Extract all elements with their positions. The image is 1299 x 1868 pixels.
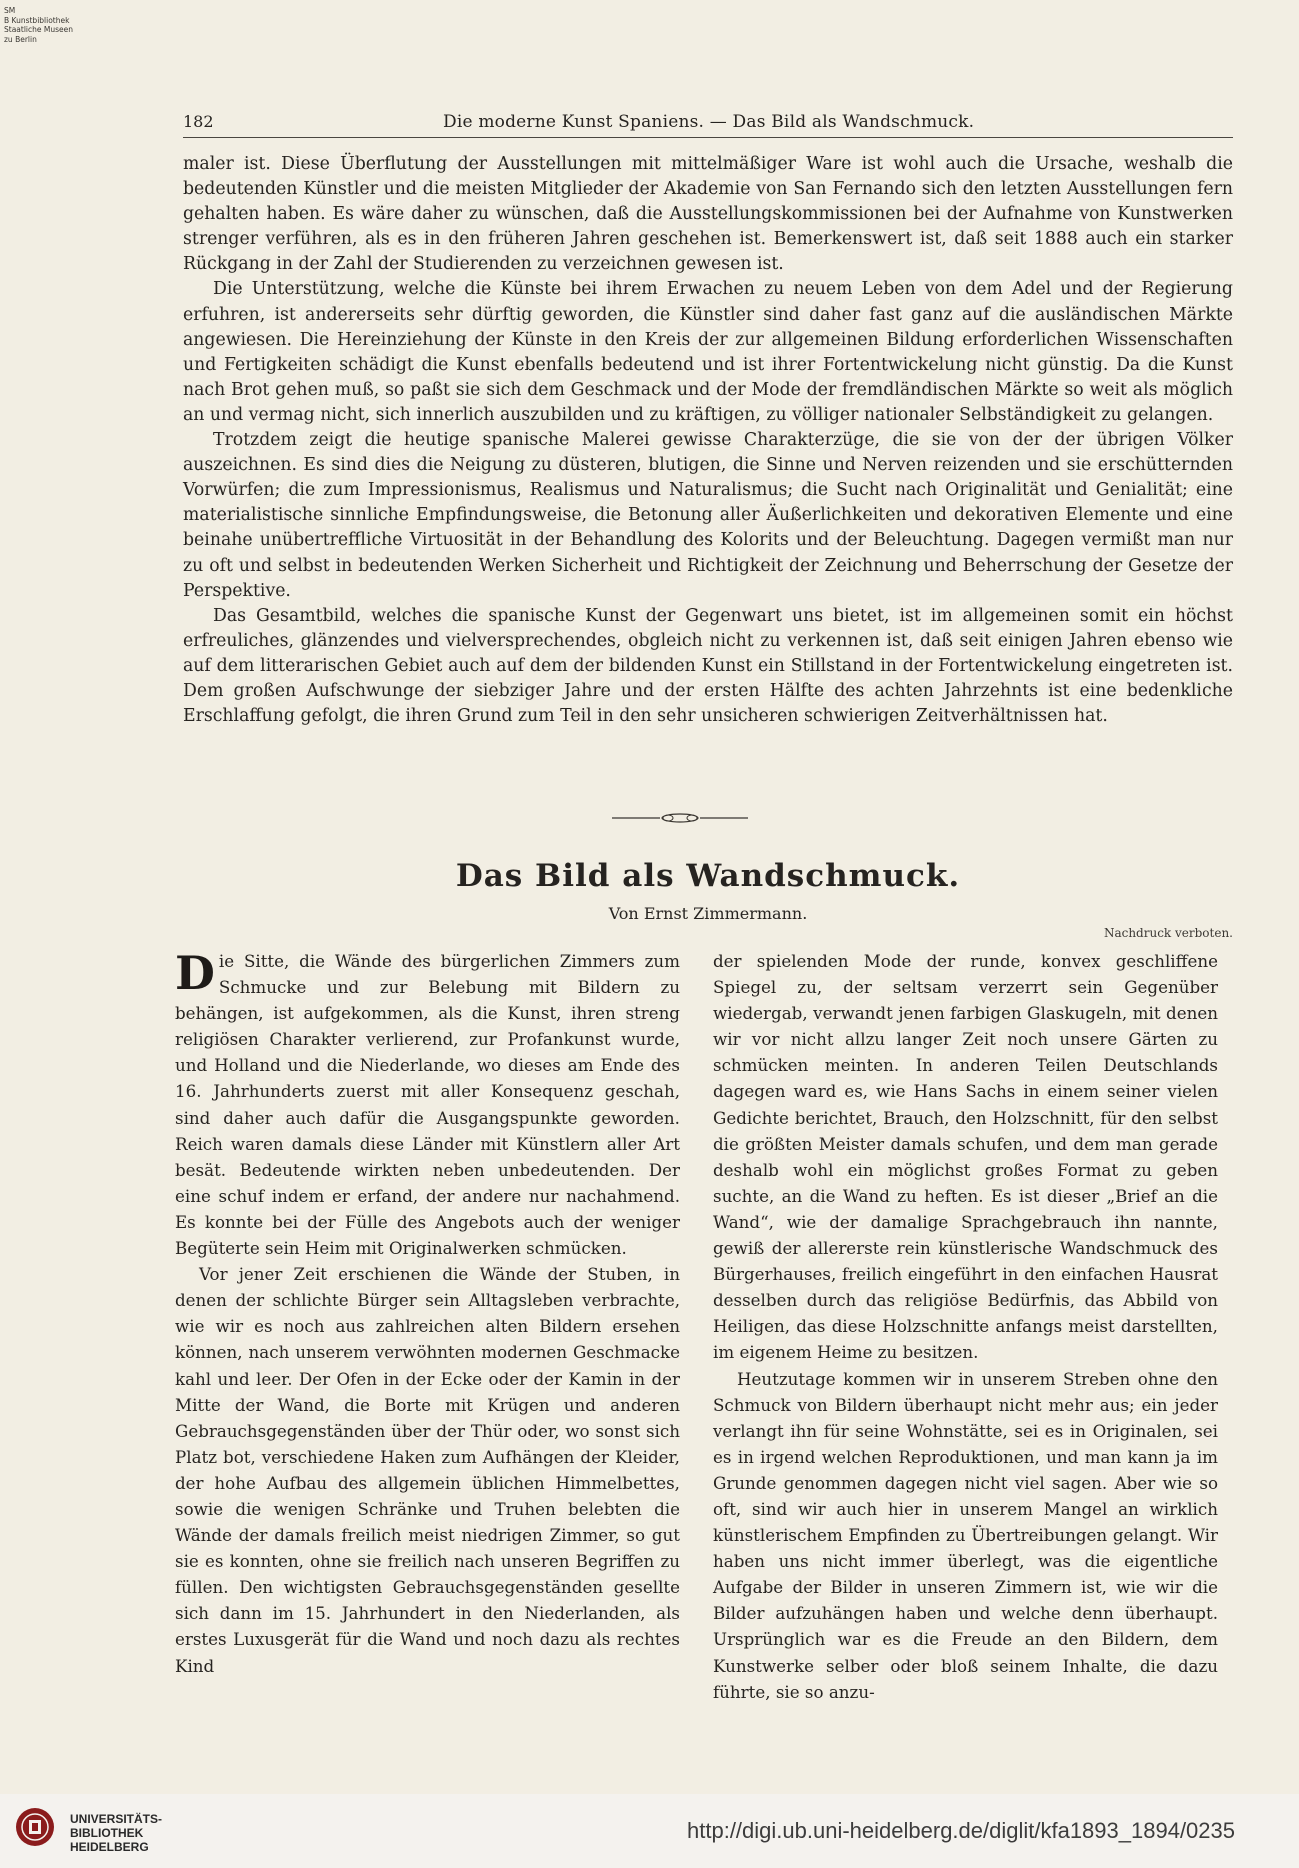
paragraph [175,948,680,1261]
library-name-line: HEIDELBERG [70,1840,149,1854]
article-title: Das Bild als Wandschmuck. [455,858,961,894]
reprint-notice: Nachdruck verboten. [1103,926,1233,940]
page-header [183,112,1233,140]
paragraph-text: ie Sitte, die Wände des bürgerlichen Zimmers zum Schmucke und zur Belebung mit Bildern zu behängen, ist aufgekommen, als die Kunst, ihren streng religiösen Charakter verlierend, zur Profankunst wurde, und Holland und die Niederlande, wo dieses am Ende des 16. Jahrhunderts zuerst mit aller Konsequenz geschah, sind daher auch dafür die Ausgangspunkte geworden. Reich waren damals diese Länder mit Künstlern aller Art besät. Bedeutende wirkten neben unbedeutenden. Der eine schuf indem er erfand, der andere nur nachahmend. Es konnte bei der Fülle des Angebots auch der weniger Begüterte sein Heim mit Originalwerken schmücken. [175,951,680,1259]
article-byline: Von Ernst Zimmermann. [608,904,808,923]
paragraph: maler ist. Diese Überflutung der Ausstellungen mit mittelmäßiger Ware ist wohl auch die Ursache, weshalb die bedeutenden Künstler und die meisten Mitglieder der Akademie von San Fernando sich den letzten Ausstellungen fern gehalten haben. Es wäre daher zu wünschen, daß die Ausstellungskommissionen bei der Aufnahme von Kunstwerken strenger verführen, als es in den früheren Jahren geschehen ist. Bemerkenswert ist, daß seit 1888 auch ein starker Rückgang in der Zahl der Studierenden zu verzeichnen gewesen ist. [183,154,1233,275]
paragraph: Die Unterstützung, welche die Künste bei ihrem Erwachen zu neuem Leben von dem Adel und der Regierung erfuhren, ist andererseits sehr dürftig geworden, die Künstler sind daher fast ganz auf die ausländischen Märkte angewiesen. Die Hereinziehung der Künste in den Kreis der zur allgemeinen Bildung erforderlichen Wissenschaften und Fertigkeiten schädigt die Kunst ebenfalls bedeutend und ist ihrer Fortentwickelung nicht günstig. Da die Kunst nach Brot gehen muß, so paßt sie sich dem Geschmack und der Mode der fremdländischen Märkte so weit als möglich an und vermag nicht, sich innerlich auszubilden und zu kräftigen, zu völliger nationaler Selbständigkeit zu gelangen. [183,279,1233,425]
permalink-url[interactable]: http://digi.ub.uni-heidelberg.de/diglit/kfa1893_1894/0235 [687,1818,1235,1843]
library-name-line: BIBLIOTHEK [70,1826,144,1840]
library-name [70,1812,162,1854]
paragraph: Vor jener Zeit erschienen die Wände der Stuben, in denen der schlichte Bürger sein Alltagsleben verbrachte, wie wir es noch aus zahlreichen alten Bildern ersehen können, nach unserem verwöhnten modernen Geschmacke kahl und leer. Der Ofen in der Ecke oder der Kamin in der Mitte der Wand, die Borte mit Krügen und anderen Gebrauchsgegenständen über der Thür oder, wo sonst sich Platz bot, verschiedene Haken zum Aufhängen der Kleider, der hohe Aufbau des allgemein üblichen Himmelbettes, sowie die wenigen Schränke und Truhen belebten die Wände der damals freilich meist niedrigen Zimmer, so gut sie es konnten, ohne sie freilich nach unseren Begriffen zu füllen. Den wichtigsten Gebrauchsgegenständen gesellte sich dann im 15. Jahrhundert in den Niederlanden, als erstes Luxusgerät für die Wand und noch dazu als rechtes Kind [175,1264,680,1676]
running-title: Die moderne Kunst Spaniens. — Das Bild als Wandschmuck. [443,112,975,132]
paragraph: Heutzutage kommen wir in unserem Streben ohne den Schmuck von Bildern überhaupt nicht mehr aus; ein jeder verlangt ihn für seine Wohnstätte, sei es in Originalen, sei es in irgend welchen Reproduktionen, und man kann ja im Grunde genommen dagegen nicht viel sagen. Aber wie so oft, sind wir auch hier in unserem Mangel an wirklich künstlerischem Empfinden zu Übertreibungen gelangt. Wir haben uns nicht immer überlegt, was die eigentliche Aufgabe der Bilder in unseren Zimmern ist, wie wir die Bilder aufzuhängen haben und welche denn überhaupt. Ursprünglich war es die Freude an den Bildern, dem Kunstwerke selber oder bloß seinem Inhalte, die dazu führte, sie so anzu- [713,1368,1218,1702]
paragraph: Das Gesamtbild, welches die spanische Kunst der Gegenwart uns bietet, ist im allgemeinen somit ein höchst erfreuliches, glänzendes und vielversprechendes, obgleich nicht zu verkennen ist, daß seit einigen Jahren ebenso wie auf dem litterarischen Gebiet auch auf dem der bildenden Kunst ein Stillstand in der Fortentwickelung eingetreten ist. Dem großen Aufschwunge der siebziger Jahre und der ersten Hälfte des achten Jahrzehnts ist eine bedenkliche Erschlaffung gefolgt, die ihren Grund zum Teil in den sehr unsicheren schwierigen Zeitverhältnissen hat. [183,605,1233,727]
header-rule [183,137,1233,138]
stamp-line: zu Berlin [4,34,37,44]
paragraph: der spielenden Mode der runde, konvex geschliffene Spiegel zu, der seltsam verzerrt sein Gegenüber wiedergab, verwandt jenen farbigen Glaskugeln, mit denen wir vor nicht allzu langer Zeit noch unsere Gärten zu schmücken meinten. In anderen Teilen Deutschlands dagegen ward es, wie Hans Sachs in einem seiner vielen Gedichte berichtet, Brauch, den Holzschnitt, für den selbst die größten Meister damals schufen, und dem man gerade deshalb wohl ein möglichst großes Format zu geben suchte, an die Wand zu heften. Es ist dieser „Brief an die Wand“, wie der damalige Sprachgebrauch ihn nannte, gewiß der allererste rein künstlerische Wandschmuck des Bürgerhauses, freilich eingeführt in den einfachen Hausrat desselben durch das religiöse Bedürfnis, das Abbild von Heiligen, das diese Holzschnitte anfangs meist darstellten, im eigenem Heime zu besitzen. [713,951,1218,1363]
library-name-line: UNIVERSITÄTS- [70,1812,163,1826]
stamp-line: B Kunstbibliothek [4,15,70,25]
library-stamp [4,6,74,44]
page-number: 182 [183,112,214,131]
paragraph: Trotzdem zeigt die heutige spanische Malerei gewisse Charakterzüge, die sie von der der übrigen Völker auszeichnen. Es sind dies die Neigung zu düsteren, blutigen, die Sinne und Nerven reizenden und sie erschütternden Vorwürfen; die zum Impressionismus, Realismus und Naturalismus; die Sucht nach Originalität und Genialität; eine materialistische sinnliche Empfindungsweise, die Betonung aller Äußerlichkeiten und dekorativen Elemente und eine beinahe unübertreffliche Virtuosität in der Behandlung des Kolorits und der Beleuchtung. Dagegen vermißt man nur zu oft und selbst in bedeutenden Werken Sicherheit und Richtigkeit der Zeichnung und Beherrschung der Gesetze der Perspektive. [183,430,1233,601]
university-seal-icon [14,1806,56,1848]
stamp-line: Staatliche Museen [4,25,73,34]
digitization-footer [0,1794,1299,1868]
stamp-line: SM [4,6,16,15]
right-column [713,948,1218,1705]
upper-article-text [183,152,1233,729]
left-column [175,948,680,1679]
drop-cap: D [175,946,215,1000]
section-ornament-divider [610,810,750,826]
